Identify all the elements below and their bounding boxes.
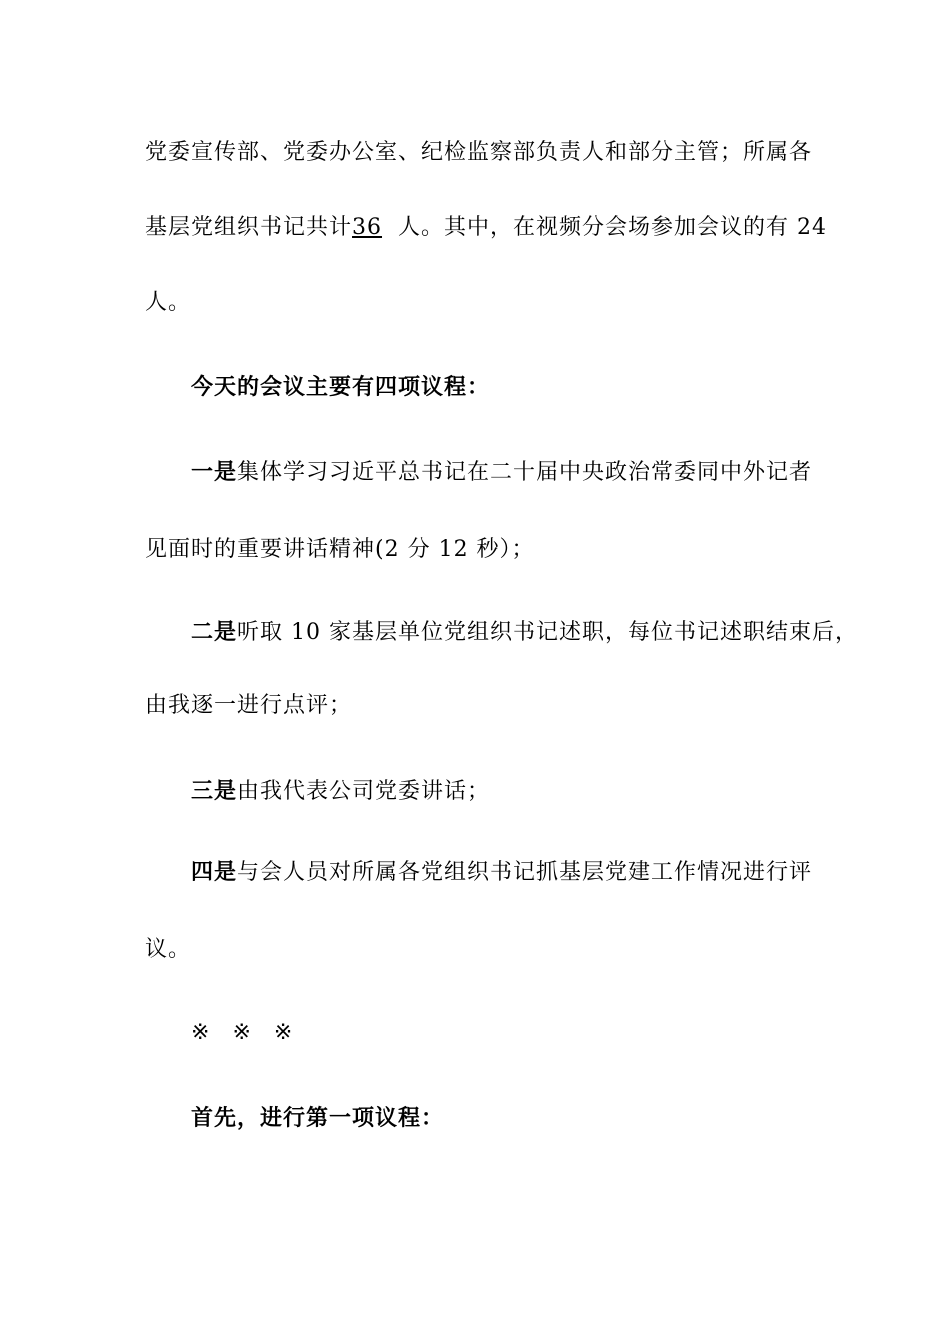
first-agenda-heading: 首先，进行第一项议程： [191,1105,445,1131]
agenda-item-label: 三是 [191,778,238,804]
paragraph-line [145,213,828,243]
agenda-item-label: 四是 [191,859,238,885]
agenda-item-text: 集体学习习近平总书记在二十届中央政治常委同中外记者 [237,460,813,485]
agenda-item-4 [191,857,815,888]
agenda-intro-heading: 今天的会议主要有四项议程： [191,374,491,400]
section-separator [191,1018,815,1048]
agenda-item-1 [191,457,815,488]
agenda-item-4-continued: 议。 [145,937,192,962]
agenda-item-3 [191,776,815,807]
agenda-item-text: 与会人员对所属各党组织书记抓基层党建工作情况进行评 [237,860,813,885]
agenda-item-text: 听取 10 家基层单位党组织书记述职，每位书记述职结束后， [237,620,858,645]
agenda-item-label: 一是 [191,459,238,485]
agenda-item-label: 二是 [191,619,238,645]
paragraph-line: 人。 [145,290,192,315]
separator-symbol: ※ [273,1020,294,1045]
agenda-item-2-continued: 由我逐一进行点评； [145,693,353,718]
agenda-item-2 [191,617,858,648]
attendee-count: 36 [352,215,383,240]
attendee-text-suffix: 人。其中，在视频分会场参加会议的有 24 [398,215,828,240]
paragraph-line: 党委宣传部、党委办公室、纪检监察部负责人和部分主管；所属各 [145,140,813,165]
agenda-item-text: 由我代表公司党委讲话； [237,779,491,804]
attendee-text-prefix: 基层党组织书记共计 [145,215,353,240]
agenda-item-1-continued: 见面时的重要讲话精神(2 分 12 秒）； [145,537,535,562]
separator-symbol: ※ [232,1020,252,1045]
separator-symbol: ※ [191,1020,211,1045]
